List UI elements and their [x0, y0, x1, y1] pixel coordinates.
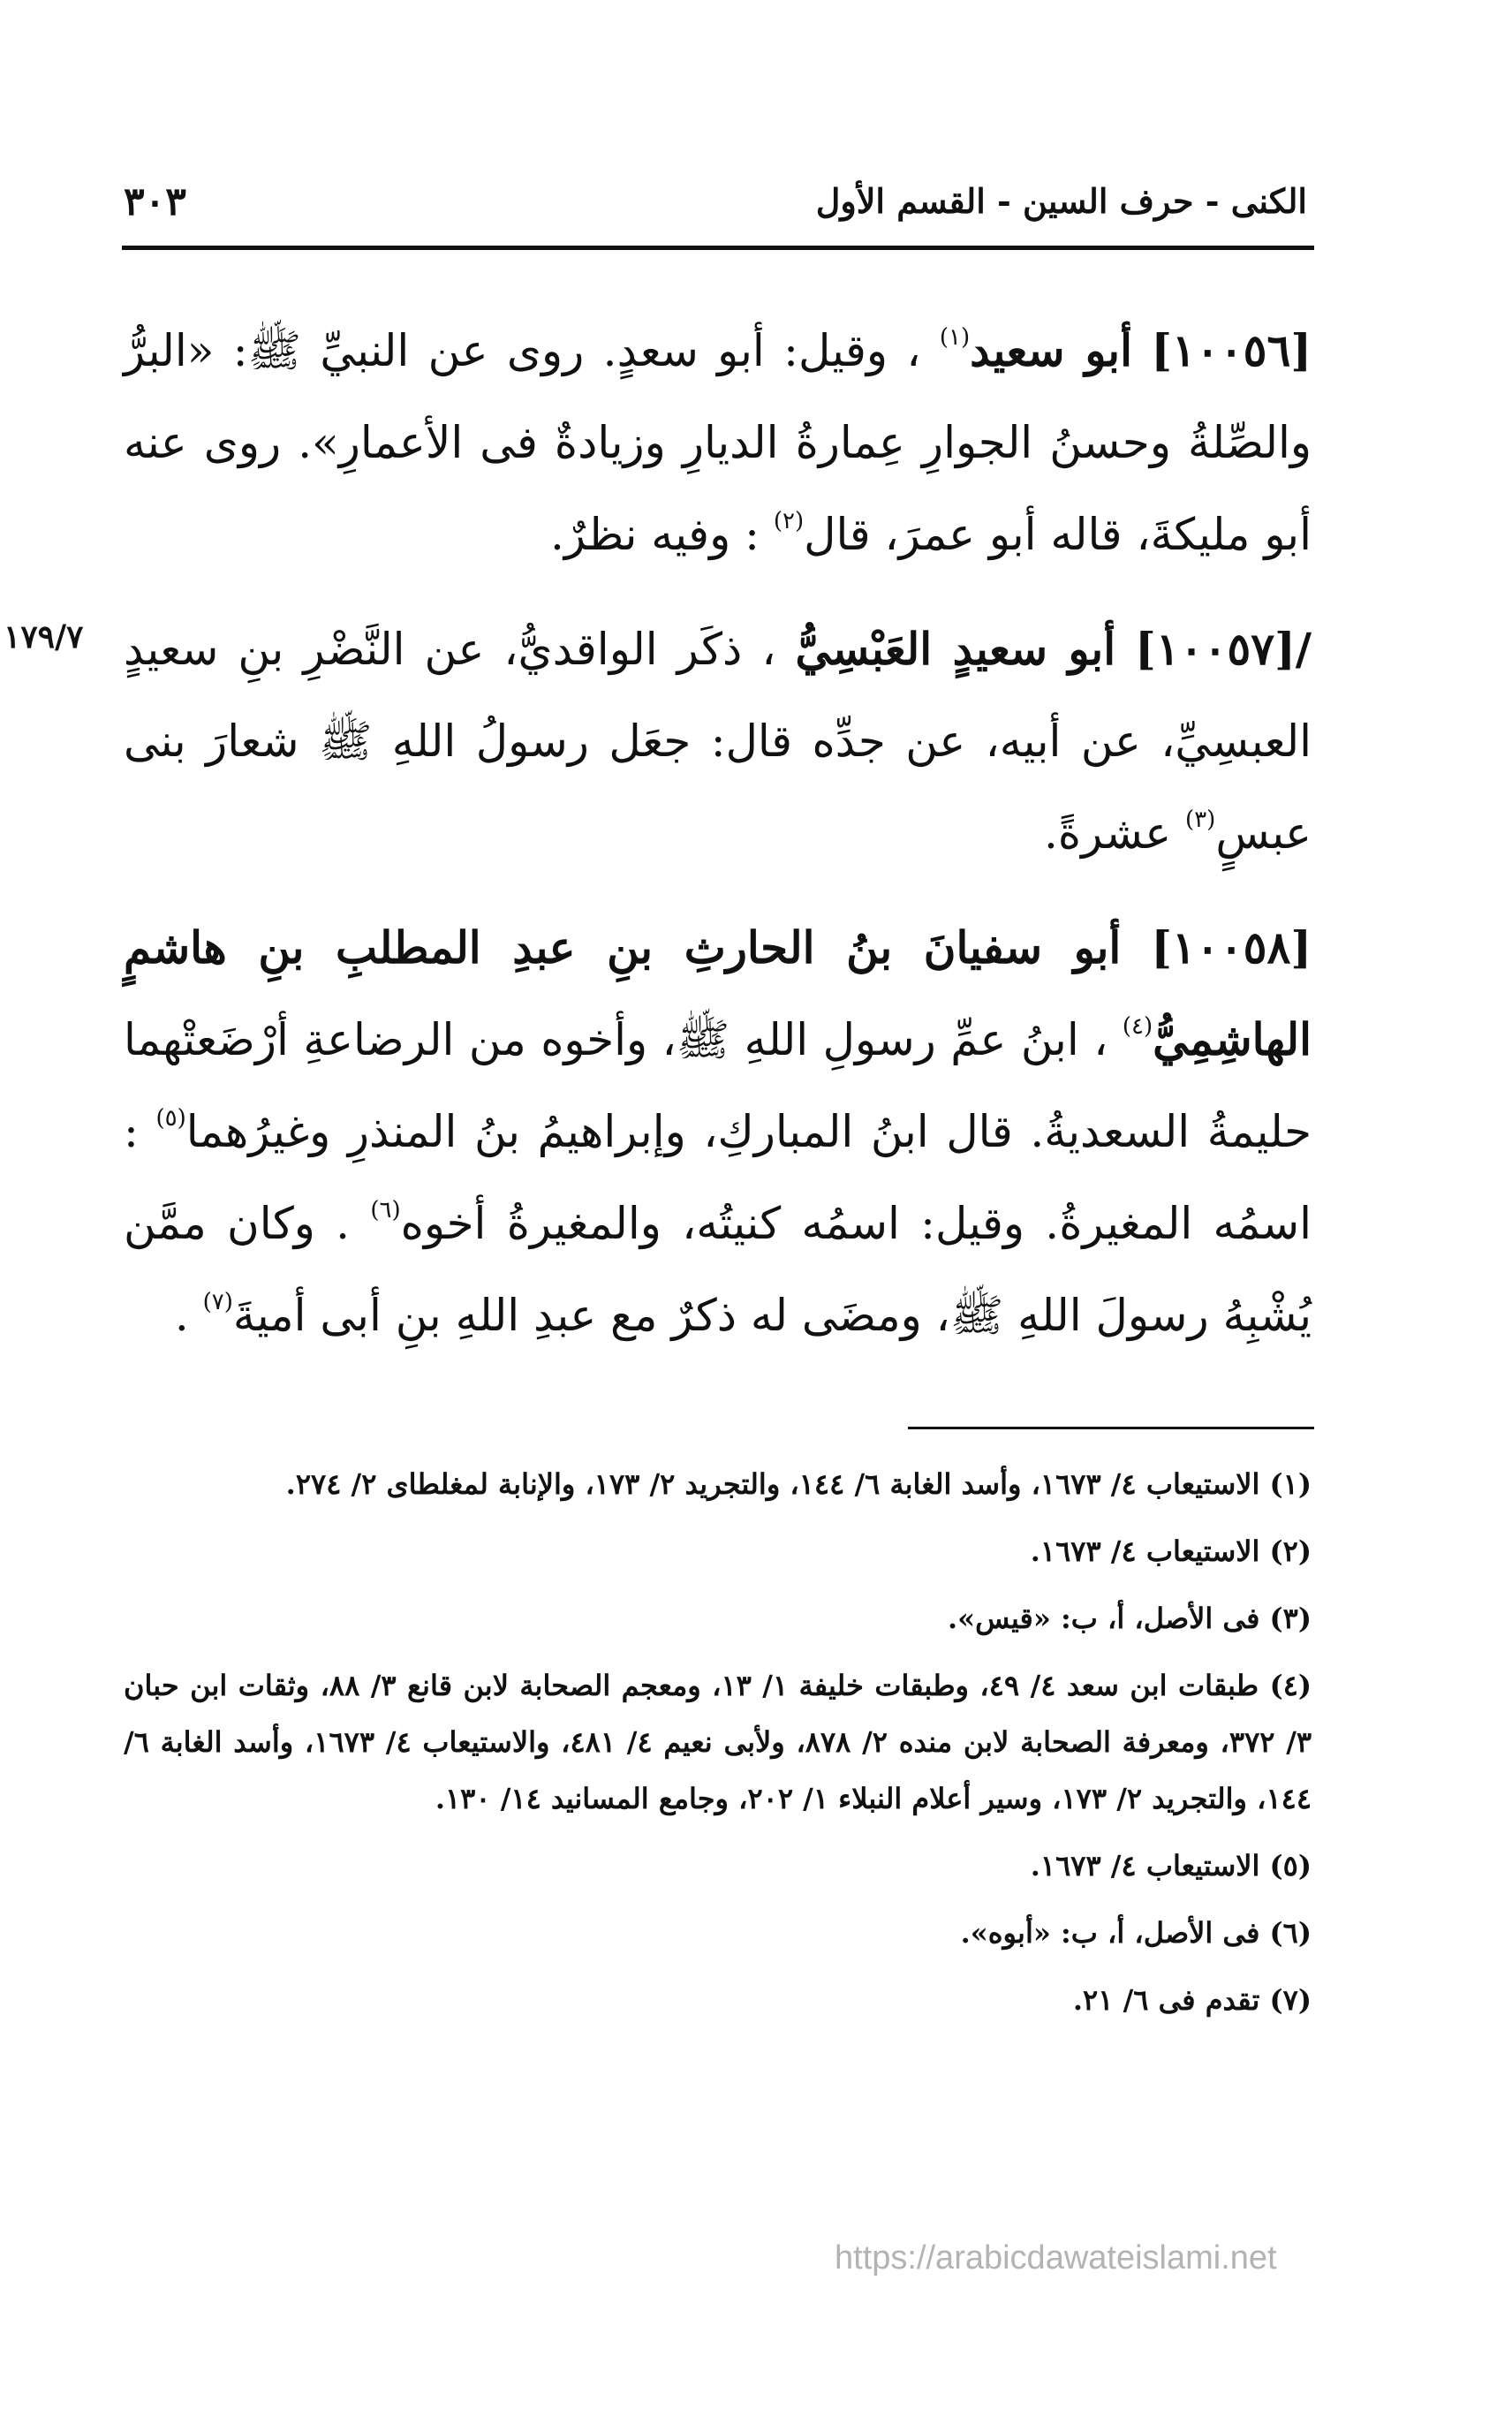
entry-number: /[١٠٠٥٧]: [1135, 623, 1312, 675]
footnote-ref[interactable]: (٥): [155, 1105, 186, 1132]
footnotes: [124, 1456, 1312, 2039]
entries: [124, 305, 1312, 1384]
footnote-ref[interactable]: (٧): [202, 1289, 233, 1315]
entry-10057: [124, 603, 1312, 879]
footnote-separator: [908, 1427, 1314, 1429]
running-title: الكنى - حرف السين - القسم الأول: [815, 181, 1307, 221]
running-header: [124, 172, 1307, 234]
footnote-3: (٣) فى الأصل، أ، ب: «قيس».: [947, 1602, 1312, 1635]
margin-volume-reference: ١٧٩/٧: [4, 618, 84, 655]
footnote-ref[interactable]: (٣): [1185, 807, 1216, 833]
page-number: ٣٠٣: [124, 179, 186, 224]
entry-name: أبو سعيد: [970, 324, 1132, 376]
entry-text: عشرةً.: [1044, 807, 1172, 859]
entry-text: ، وقيل: أبو سعدٍ. روى عن النبيِّ ﷺ: «البرُّ والصِّلةُ وحسنُ الجوارِ عِمارةُ الديارِ وزيادةٌ فى الأعمارِ». روى عنه أبو مليكةَ، قاله أبو عمرَ، قال: [124, 325, 1312, 560]
watermark-url: https://arabicdawateislami.net: [835, 2239, 1277, 2276]
entry-number: [١٠٠٥٨]: [1151, 921, 1312, 973]
header-rule: [122, 246, 1314, 250]
entry-10058: [124, 902, 1312, 1361]
footnote-7: (٧) تقدم فى ٦/ ٢١.: [1072, 1983, 1312, 2017]
entry-text: ، ذكَر الواقديُّ، عن النَّضْرِ بنِ سعيدٍ العبسِيِّ، عن أبيه، عن جدِّه قال: جعَل رسولُ اللهِ ﷺ شعارَ بنى عبسٍ: [124, 624, 1312, 859]
entry-text: ، ابنُ عمِّ رسولِ اللهِ ﷺ، وأخوه من الرضاعةِ أرْضَعتْهما حليمةُ السعديةُ. قال ابنُ المباركِ، وإبراهيمُ بنُ المنذرِ وغيرُهما: [124, 1014, 1312, 1157]
footnote-ref[interactable]: (١): [939, 324, 971, 351]
entry-name: أبو سفيانَ بنُ الحارثِ بنِ عبدِ المطلبِ بنِ هاشمٍ الهاشِمِيُّ: [124, 921, 1312, 1065]
footnote-ref[interactable]: (٦): [370, 1197, 401, 1223]
footnote-5: (٥) الاستيعاب ٤/ ١٦٧٣.: [1030, 1849, 1312, 1883]
footnote-2: (٢) الاستيعاب ٤/ ١٦٧٣.: [1030, 1534, 1312, 1568]
entry-text: . وكان ممَّن يُشْبِهُ رسولَ اللهِ ﷺ، ومضَى له ذكرٌ مع عبدِ اللهِ بنِ أبى أميةَ: [124, 1198, 1312, 1341]
footnote-4: (٤) طبقات ابن سعد ٤/ ٤٩، وطبقات خليفة ١/ ١٣، ومعجم الصحابة لابن قانع ٣/ ٨٨، وثقات ابن حبان ٣/ ٣٧٢، ومعرفة الصحابة لابن منده ٢/ ٨٧٨، ولأبى نعيم ٤/ ٤٨١، والاستيعاب ٤/ ١٦٧٣، وأسد الغابة ٦/ ١٤٤، والتجريد ٢/ ١٧٣، وسير أعلام النبلاء ١/ ٢٠٢، وجامع المسانيد ١٤/ ١٣٠.: [124, 1669, 1312, 1815]
entry-text: : وفيه نظرٌ.: [549, 509, 760, 560]
entry-text: : اسمُه المغيرةُ. وقيل: اسمُه كنيتُه، والمغيرةُ أخوه: [124, 1106, 1312, 1249]
entry-name: أبو سعيدٍ العَبْسِيُّ: [795, 623, 1116, 675]
entry-number: [١٠٠٥٦]: [1151, 324, 1312, 376]
entry-text: .: [174, 1290, 189, 1341]
entry-10056: [124, 305, 1312, 580]
footnote-1: (١) الاستيعاب ٤/ ١٦٧٣، وأسد الغابة ٦/ ١٤٤، والتجريد ٢/ ١٧٣، والإنابة لمغلطاى ٢/ ٢٧٤.: [285, 1467, 1312, 1501]
footnote-ref[interactable]: (٢): [773, 508, 805, 534]
footnote-ref[interactable]: (٤): [1122, 1013, 1153, 1040]
footnote-6: (٦) فى الأصل، أ، ب: «أبوه».: [960, 1916, 1312, 1950]
